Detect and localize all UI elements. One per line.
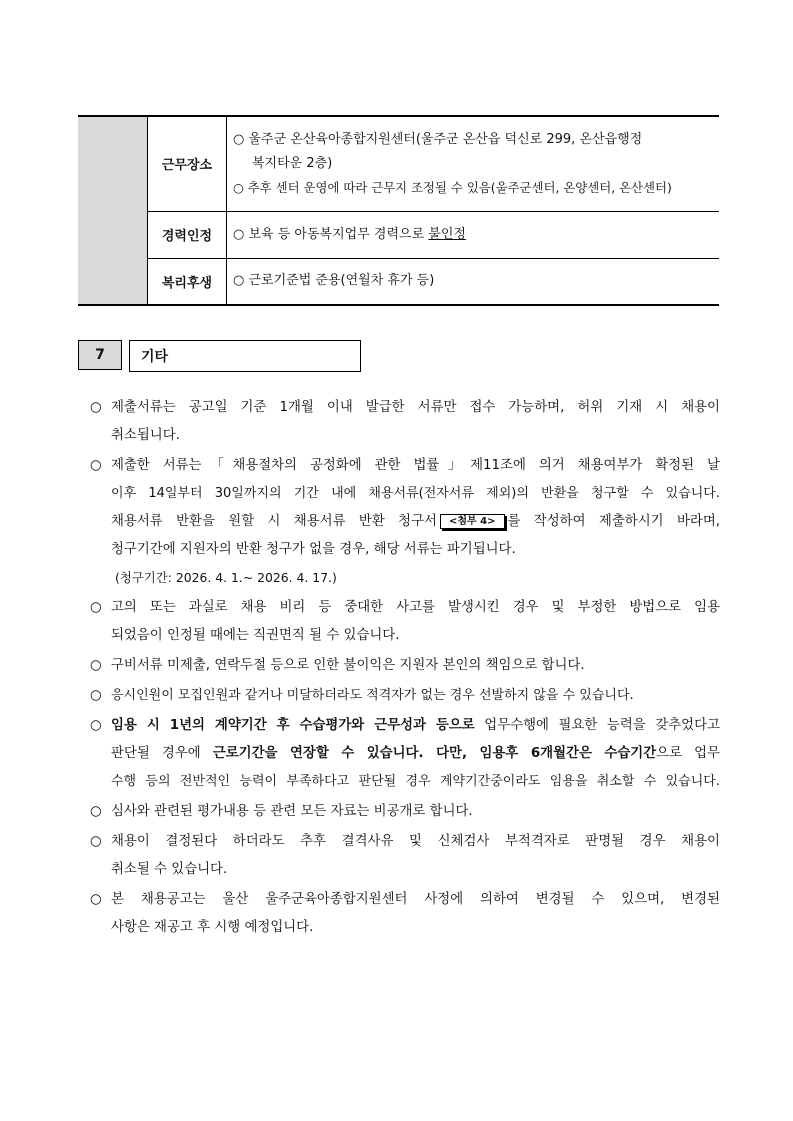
bullet-circle-icon: ○ [90, 600, 102, 615]
table-row [78, 258, 719, 305]
attachment-tag: <첨부 4> [440, 514, 505, 529]
item-line [90, 712, 720, 740]
bullet-circle-icon: ○ [90, 458, 102, 473]
list-item [90, 682, 720, 710]
item-line: 응시인원이 모집인원과 같거나 미달하더라도 적격자가 없는 경우 선발하지 않을 수 있습니다. [111, 688, 634, 703]
bullet-circle-icon: ○ [90, 400, 102, 415]
list-item [90, 652, 720, 680]
row-label: 근무장소 [148, 116, 227, 211]
row-label: 복리후생 [148, 258, 227, 305]
section-number: 7 [78, 340, 122, 370]
gray-side-cell [78, 116, 148, 305]
item-line: 취소될 수 있습니다. [111, 862, 228, 877]
item-line: 제출서류는 공고일 기준 1개월 이내 발급한 서류만 접수 가능하며, 허위 기재 시 채용이 [111, 400, 720, 415]
item-line: 심사와 관련된 평가내용 등 관련 모든 자료는 비공개로 합니다. [111, 804, 473, 819]
table-row [78, 211, 719, 258]
item-line: 제출한 서류는「채용절차의 공정화에 관한 법률」제11조에 의거 채용여부가 확정된 날 [111, 458, 720, 473]
item-text: 판단될 경우에 [111, 746, 213, 761]
bullet-circle-icon: ○ [90, 688, 102, 703]
bullet-circle-icon: ○ [90, 892, 102, 907]
item-line: 고의 또는 과실로 채용 비리 등 중대한 사고를 발생시킨 경우 및 부정한 방법으로 임용 [111, 600, 720, 615]
item-line: 사항은 재공고 후 시행 예정입니다. [111, 920, 314, 935]
content-line: 복지타운 2층) [252, 155, 333, 171]
item-text: 으로 업무 [656, 746, 720, 761]
table-row [78, 116, 719, 211]
item-line: 수행 등의 전반적인 능력이 부족하다고 판단될 경우 계약기간중이라도 임용을 취소할 수 있습니다. [111, 774, 720, 789]
bullet-circle-icon: ○ [90, 718, 102, 733]
row-content [227, 211, 720, 258]
bold-text: 근로기간을 연장할 수 있습니다. 다만, 임용후 6개월간은 수습기간 [212, 746, 657, 761]
content-line: ○ 울주군 온산육아종합지원센터(울주군 온산읍 덕신로 299, 온산읍행정 [233, 131, 643, 147]
item-text: 를 작성하여 제출하시기 바라며, [507, 514, 721, 529]
item-line [90, 740, 720, 768]
row-content [227, 116, 720, 211]
bullet-circle-icon: ○ [90, 658, 102, 673]
content-text: ○ 보육 등 아동복지업무 경력으로 [233, 226, 429, 242]
content-line: ○ 추후 센터 운영에 따라 근무지 조정될 수 있음(울주군센터, 온양센터, 온산센터) [233, 179, 672, 195]
list-item [90, 712, 720, 796]
section-title: 기타 [129, 340, 361, 372]
row-content: ○ 근로기준법 준용(연월차 휴가 등) [233, 273, 435, 289]
row-label: 경력인정 [148, 211, 227, 258]
bullet-circle-icon: ○ [90, 804, 102, 819]
item-text: 업무수행에 필요한 능력을 갖추었다고 [474, 718, 720, 733]
list-item [90, 452, 720, 592]
item-line: 되었음이 인정될 때에는 직권면직 될 수 있습니다. [111, 628, 400, 643]
underlined-text: 불인정 [428, 226, 466, 242]
item-line: 취소됩니다. [111, 428, 180, 443]
claim-period: (청구기간: 2026. 4. 1.~ 2026. 4. 17.) [115, 570, 337, 585]
item-line [90, 508, 720, 536]
bullet-circle-icon: ○ [90, 834, 102, 849]
list-item [90, 594, 720, 650]
item-line: 본 채용공고는 울산 울주군육아종합지원센터 사정에 의하여 변경될 수 있으며, 변경된 [111, 892, 720, 907]
item-line: 채용이 결정된다 하더라도 추후 결격사유 및 신체검사 부적격자로 판명될 경우 채용이 [111, 834, 720, 849]
item-line: 구비서류 미제출, 연락두절 등으로 인한 불이익은 지원자 본인의 책임으로 합니다. [111, 658, 585, 673]
notice-list [90, 394, 720, 944]
item-text: 채용서류 반환을 원할 시 채용서류 반환 청구서 [111, 514, 437, 529]
item-line: 이후 14일부터 30일까지의 기간 내에 채용서류(전자서류 제외)의 반환을 청구할 수 있습니다. [111, 486, 720, 501]
list-item [90, 798, 720, 826]
item-line: 청구기간에 지원자의 반환 청구가 없을 경우, 해당 서류는 파기됩니다. [111, 542, 516, 557]
list-item [90, 394, 720, 450]
conditions-table [78, 115, 719, 306]
list-item [90, 828, 720, 884]
bold-text: 임용 시 1년의 계약기간 후 수습평가와 근무성과 등으로 [111, 718, 475, 733]
list-item [90, 886, 720, 942]
